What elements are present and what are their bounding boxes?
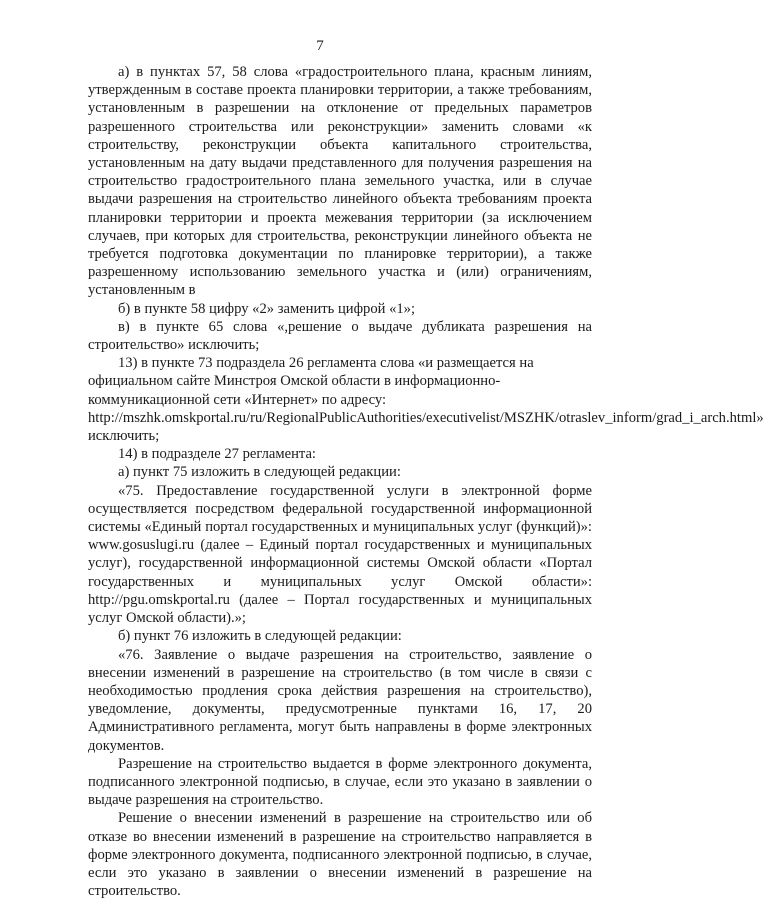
paragraph-14-subsection-27: 14) в подразделе 27 регламента: (118, 446, 316, 463)
paragraph-b-point-58: б) в пункте 58 цифру «2» заменить цифрой «1»; (118, 300, 416, 317)
paragraph-13-point-73: 13) в пункте 73 подраздела 26 регламента слова «и размещается на официальном сайте Минстроя Омской области в информационно-коммуникационной сети «Интернет» по адресу: http://mszhk.omskportal.ru/ru/RegionalPublicAuthorities/executivelist/MSZHK/otraslev_inform/grad_i_arch.html» исключить; (88, 355, 764, 445)
paragraph-b-point-76: б) пункт 76 изложить в следующей редакции: (118, 628, 402, 645)
paragraph-a-point-75: а) пункт 75 изложить в следующей редакции: (118, 464, 401, 481)
paragraph-permit-electronic: Разрешение на строительство выдается в форме электронного документа, подписанного электронной подписью, в случае, если это указано в заявлении о выдаче разрешения на строительство. (88, 755, 592, 809)
document-body (88, 63, 764, 900)
paragraph-v-point-65: в) в пункте 65 слова «,решение о выдаче дубликата разрешения на строительство» исключить; (88, 318, 592, 354)
paragraph-changes-decision: Решение о внесении изменений в разрешение на строительство или об отказе во внесении изменений в разрешение на строительство направляется в форме электронного документа, подписанного электронной подписью, в случае, если это указано в заявлении о внесении изменений в разрешение на строительство. (88, 810, 592, 900)
paragraph-a-points-57-58: а) в пунктах 57, 58 слова «градостроительного плана, красным линиям, утвержденным в составе проекта планировки территории, а также требованиям, установленным в разрешении на отклонение от предельных параметров разрешенного строительства или реконструкции» заменить словами «к строительству, реконструкции объекта капитального строительства, установленным на дату выдачи представленного для получения разрешения на строительство градостроительного плана земельного участка, или в случае выдачи разрешения на строительство линейного объекта требованиям проекта планировки территории и проекта межевания территории (за исключением случаев, при которых для строительства, реконструкции линейного объекта не требуется подготовка документации по планировке территории), а также разрешенному использованию земельного участка и (или) ограничениям, установленным в (88, 64, 592, 299)
paragraph-point-75-text: «75. Предоставление государственной услуги в электронной форме осуществляется посредством федеральной государственной информационной системы «Единый портал государственных и муниципальных услуг (функций)»: www.gosuslugi.ru (далее – Единый портал государственных и муниципальных услуг), государственной информационной системы Омской области «Портал государственных и муниципальных услуг Омской области»: http://pgu.omskportal.ru (далее – Портал государственных и муниципальных услуг Омской области).»; (88, 482, 592, 627)
paragraph-point-76-text: «76. Заявление о выдаче разрешения на строительство, заявление о внесении изменений в разрешение на строительство (в том числе в связи с необходимостью продления срока действия разрешения на строительство), уведомление, документы, предусмотренные пунктами 16, 17, 20 Административного регламента, могут быть направлены в форме электронных документов. (88, 646, 592, 754)
page-number: 7 (316, 38, 324, 54)
